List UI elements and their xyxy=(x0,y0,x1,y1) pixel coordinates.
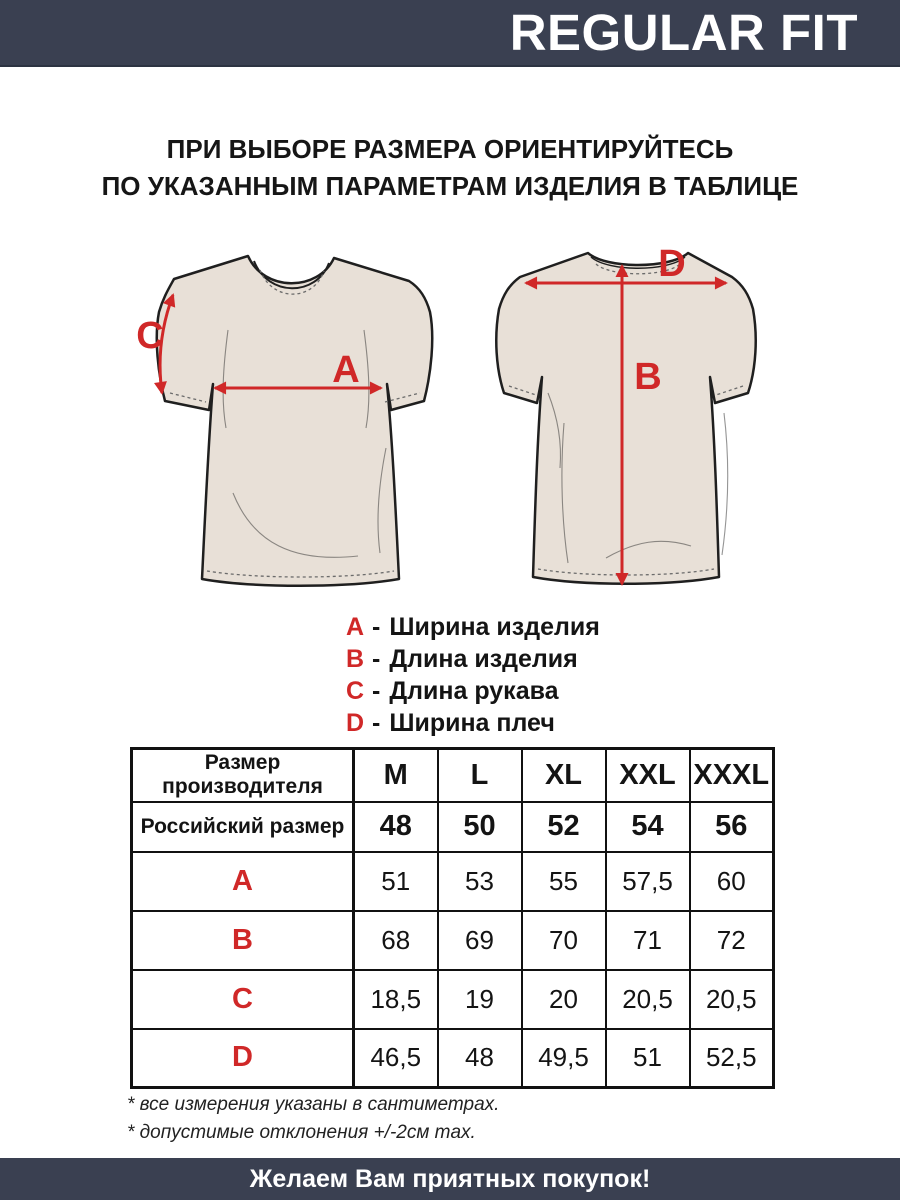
label-c: C xyxy=(136,315,164,357)
tshirt-front-outline xyxy=(157,256,432,586)
table-cell: 56 xyxy=(690,802,774,852)
row-key: B xyxy=(132,911,354,970)
legend-item-c xyxy=(346,675,600,707)
table-cell: 20 xyxy=(522,970,606,1029)
table-cell: 71 xyxy=(606,911,690,970)
header-bar xyxy=(0,0,900,67)
table-cell: 20,5 xyxy=(606,970,690,1029)
table-cell: 20,5 xyxy=(690,970,774,1029)
table-cell: 72 xyxy=(690,911,774,970)
legend-key: A xyxy=(346,613,365,641)
legend-desc: Длина рукава xyxy=(389,677,559,705)
table-row-b xyxy=(132,911,774,970)
legend-key: C xyxy=(346,677,365,705)
fit-type-title: REGULAR FIT xyxy=(509,4,858,61)
footnotes xyxy=(127,1091,499,1147)
size-table xyxy=(130,747,775,1089)
legend-separator: - xyxy=(372,613,381,641)
size-instruction-line2: ПО УКАЗАННЫМ ПАРАМЕТРАМ ИЗДЕЛИЯ В ТАБЛИЦЕ xyxy=(101,171,799,201)
legend-separator: - xyxy=(372,645,381,673)
row-key: A xyxy=(132,852,354,911)
legend-item-d xyxy=(346,707,600,739)
table-cell: 70 xyxy=(522,911,606,970)
footer-bar xyxy=(0,1158,900,1200)
row-label: Российский размер xyxy=(132,802,354,852)
table-cell: 51 xyxy=(606,1029,690,1088)
table-cell: 49,5 xyxy=(522,1029,606,1088)
table-cell: 19 xyxy=(438,970,522,1029)
table-cell: 53 xyxy=(438,852,522,911)
table-cell: XXXL xyxy=(690,749,774,802)
legend-item-b xyxy=(346,643,600,675)
table-cell: 52,5 xyxy=(690,1029,774,1088)
table-cell: 55 xyxy=(522,852,606,911)
tshirt-back-outline xyxy=(496,253,755,584)
table-row-c xyxy=(132,970,774,1029)
legend-desc: Ширина плеч xyxy=(389,709,555,737)
legend-item-a xyxy=(346,611,600,643)
table-row-d xyxy=(132,1029,774,1088)
table-row-manufacturer-size xyxy=(132,749,774,802)
table-cell: XL xyxy=(522,749,606,802)
table-cell: 68 xyxy=(354,911,438,970)
legend-desc: Ширина изделия xyxy=(389,613,600,641)
table-row-russian-size xyxy=(132,802,774,852)
legend-separator: - xyxy=(372,709,381,737)
size-instruction-line1: ПРИ ВЫБОРЕ РАЗМЕРА ОРИЕНТИРУЙТЕСЬ xyxy=(166,134,734,164)
table-cell: 18,5 xyxy=(354,970,438,1029)
table-cell: 60 xyxy=(690,852,774,911)
table-cell: 69 xyxy=(438,911,522,970)
footnote-tolerance: * допустимые отклонения +/-2см max. xyxy=(127,1122,476,1143)
table-cell: 50 xyxy=(438,802,522,852)
table-cell: 54 xyxy=(606,802,690,852)
tshirt-front-diagram xyxy=(128,238,460,606)
row-key: C xyxy=(132,970,354,1029)
label-b: B xyxy=(634,356,662,398)
table-cell: L xyxy=(438,749,522,802)
legend-key: D xyxy=(346,709,365,737)
legend-desc: Длина изделия xyxy=(389,645,578,673)
table-cell: XXL xyxy=(606,749,690,802)
label-d: D xyxy=(658,243,686,285)
table-cell: M xyxy=(354,749,438,802)
footnote-units: * все измерения указаны в сантиметрах. xyxy=(127,1094,500,1115)
tshirt-back-diagram xyxy=(486,243,804,605)
size-instruction xyxy=(0,131,900,205)
measurement-legend xyxy=(346,611,600,739)
table-cell: 48 xyxy=(354,802,438,852)
footer-message: Желаем Вам приятных покупок! xyxy=(249,1164,651,1193)
row-key: D xyxy=(132,1029,354,1088)
label-a: A xyxy=(332,349,360,391)
table-cell: 46,5 xyxy=(354,1029,438,1088)
fold-line xyxy=(722,413,728,555)
legend-key: B xyxy=(346,645,365,673)
table-cell: 57,5 xyxy=(606,852,690,911)
row-label: Размер производителя xyxy=(132,749,354,802)
table-cell: 52 xyxy=(522,802,606,852)
table-row-a xyxy=(132,852,774,911)
table-cell: 51 xyxy=(354,852,438,911)
table-cell: 48 xyxy=(438,1029,522,1088)
legend-separator: - xyxy=(372,677,381,705)
